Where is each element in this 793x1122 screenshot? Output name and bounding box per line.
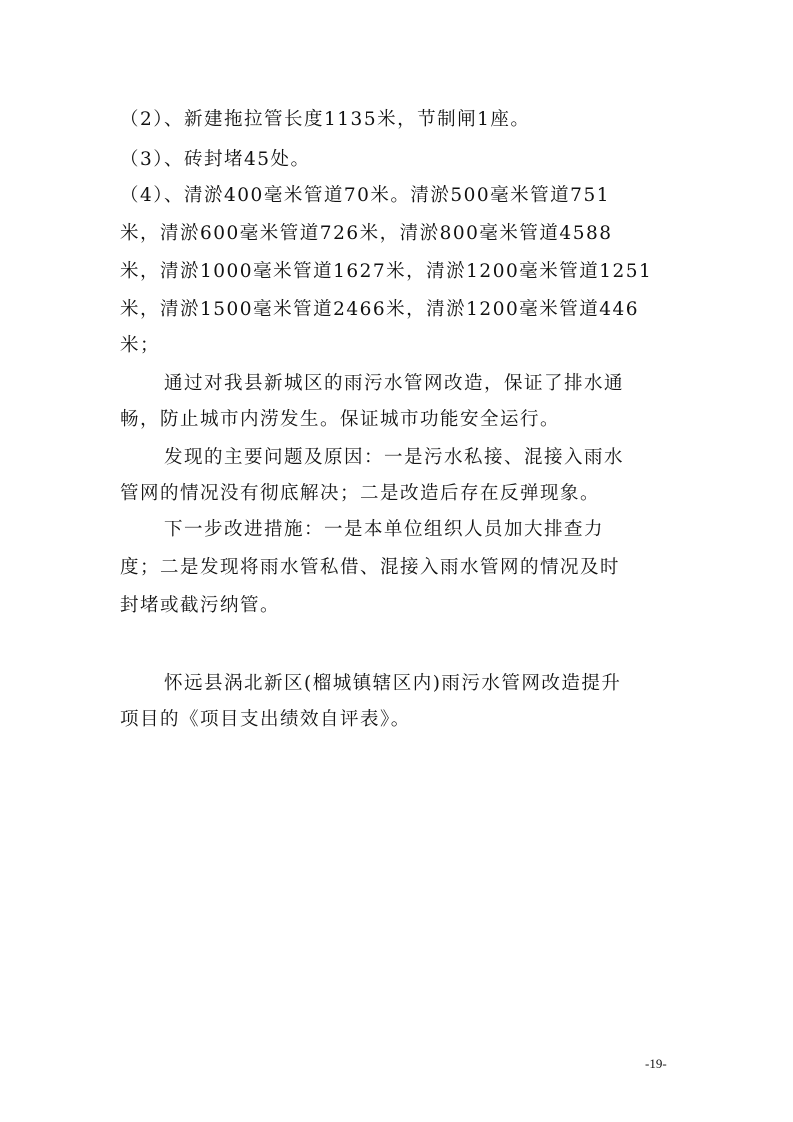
result-paragraph-line-1: 通过对我县新城区的雨污水管网改造，保证了排水通 (164, 373, 625, 394)
next-steps-paragraph-line-1: 下一步改进措施：一是本单位组织人员加大排查力 (164, 519, 605, 540)
attachment-paragraph-line-1: 怀远县涡北新区(榴城镇辖区内)雨污水管网改造提升 (164, 673, 622, 694)
page-number: -19- (645, 1056, 667, 1071)
attachment-paragraph-line-2: 项目的《项目支出绩效自评表》。 (120, 709, 411, 730)
item-4-line-4: 米，清淤1500毫米管道2466米，清淤1200毫米管道446 (120, 299, 640, 320)
item-4-line-2: 米，清淤600毫米管道726米，清淤800毫米管道4588 (120, 223, 613, 244)
item-4-line-5: 米； (120, 335, 161, 356)
item-4-line-1: （4）、清淤400毫米管道70米。清淤500毫米管道751 (120, 185, 610, 206)
next-steps-paragraph-line-2: 度；二是发现将雨水管私借、混接入雨水管网的情况及时 (120, 557, 621, 578)
item-3-text: （3）、砖封堵45处。 (120, 149, 311, 170)
next-steps-paragraph-line-3: 封堵或截污纳管。 (120, 595, 281, 616)
item-4-line-3: 米，清淤1000毫米管道1627米，清淤1200毫米管道1251 (120, 261, 653, 282)
problems-paragraph-line-1: 发现的主要问题及原因：一是污水私接、混接入雨水 (164, 447, 625, 468)
item-2-text: （2）、新建拖拉管长度1135米，节制闸1座。 (120, 109, 531, 130)
result-paragraph-line-2: 畅，防止城市内涝发生。保证城市功能安全运行。 (120, 409, 561, 430)
problems-paragraph-line-2: 管网的情况没有彻底解决；二是改造后存在反弹现象。 (120, 483, 601, 504)
